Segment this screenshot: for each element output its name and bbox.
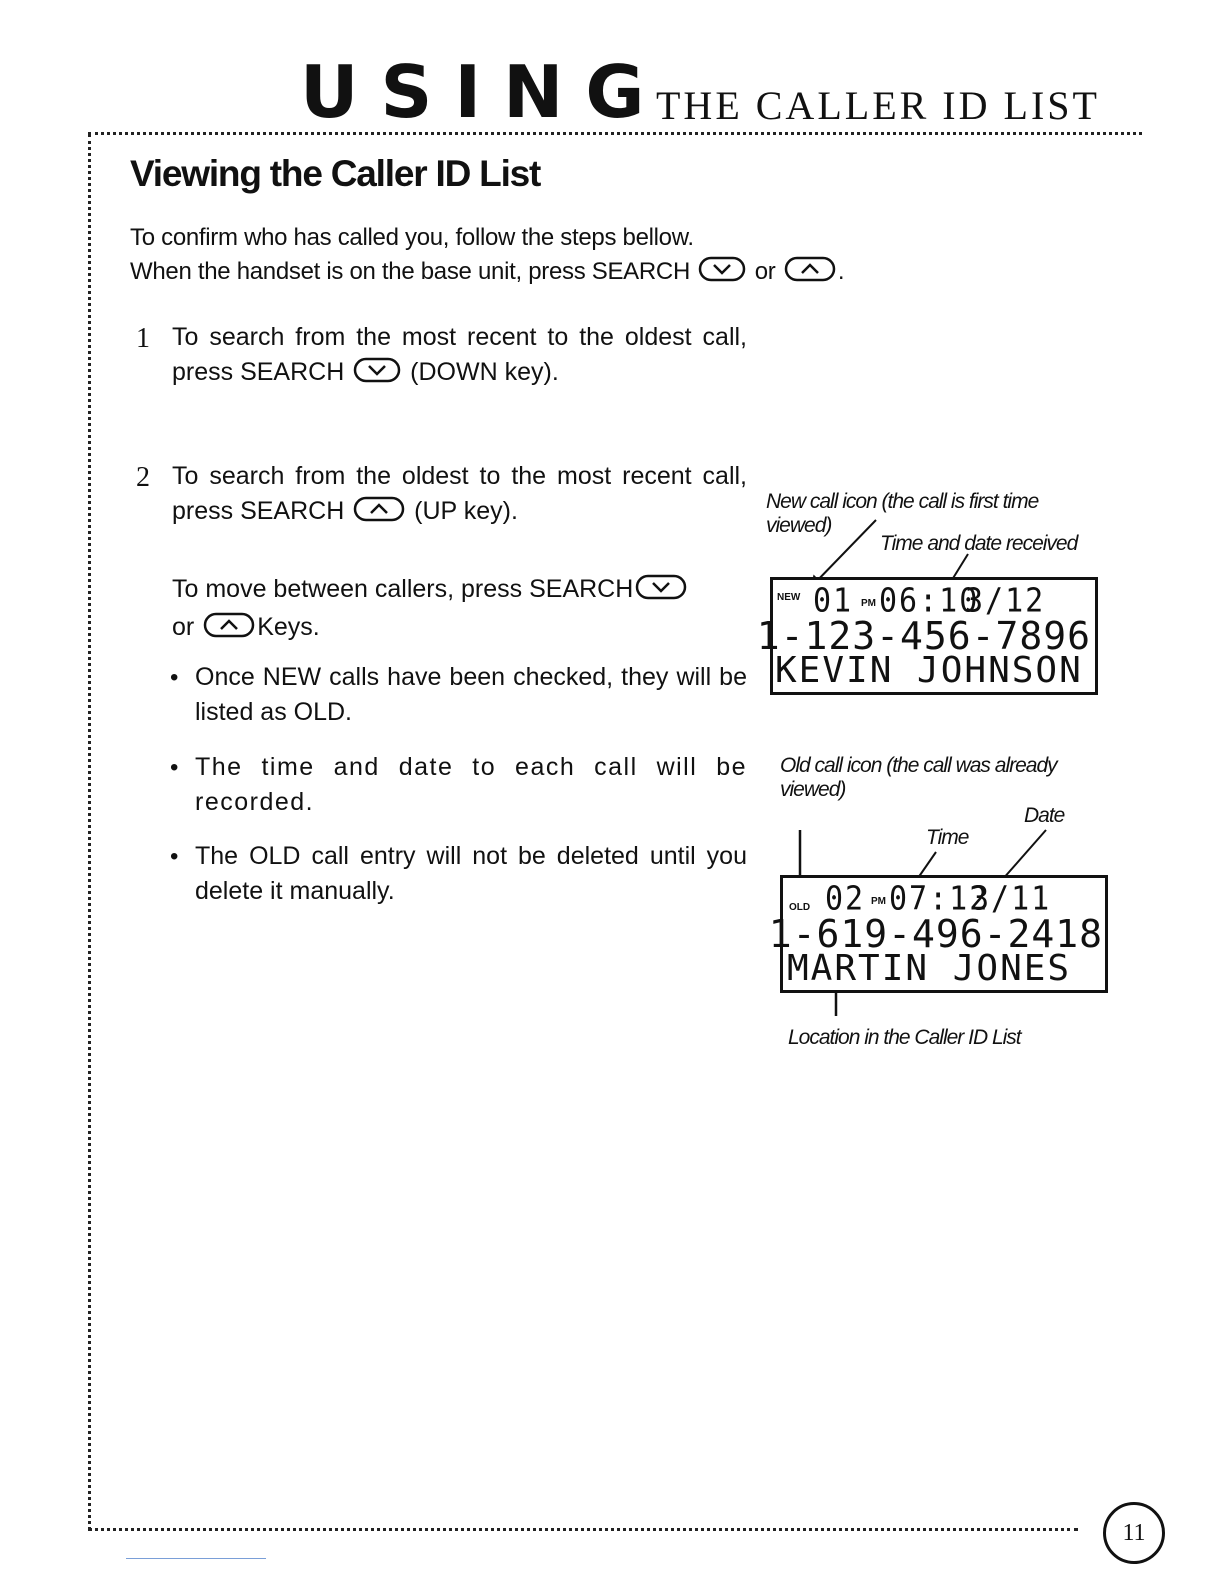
intro-line-2: [130, 256, 844, 291]
bottom-dotted-rule: [88, 1528, 1078, 1531]
move-text-suffix: Keys.: [257, 613, 320, 641]
old-call-icon: OLD: [789, 902, 811, 913]
old-call-name: MARTIN JONES: [787, 948, 1072, 989]
intro-line-2-text: When the handset is on the base unit, press SEARCH: [130, 258, 690, 285]
caption-old-call-icon-line-2: viewed): [780, 778, 846, 801]
old-call-index: 02: [825, 880, 866, 919]
bullet-time-date: The time and date to each call will be recorded.: [195, 753, 747, 816]
new-call-number: 1-123-456-7896: [756, 614, 1091, 658]
search-up-key-icon: [784, 256, 836, 291]
move-between-callers-text: [172, 572, 747, 648]
step-1-text-main: To search from the most recent to the oldest call, press SEARCH: [172, 323, 747, 386]
intro-period: .: [837, 258, 845, 285]
search-up-key-icon: [203, 612, 255, 648]
search-up-key-icon: [353, 496, 405, 532]
new-call-index: 01: [813, 582, 854, 621]
intro-or: or: [754, 258, 776, 285]
old-call-time: 07:12: [889, 880, 990, 919]
search-down-key-icon: [353, 357, 401, 393]
caption-date: Date: [1024, 804, 1065, 827]
bullet-dot: •: [170, 843, 179, 870]
page-number: 11: [1103, 1502, 1165, 1564]
bullet-old-entry: The OLD call entry will not be deleted until you delete it manually.: [195, 842, 747, 905]
old-call-lcd-display: [768, 875, 1108, 993]
search-down-key-icon: [635, 574, 687, 610]
caption-location-in-list: Location in the Caller ID List: [788, 1026, 1021, 1049]
caption-time: Time: [926, 826, 969, 849]
caption-new-call-icon-line-2: viewed): [766, 514, 832, 537]
step-2-text-suffix: (UP key).: [414, 497, 518, 525]
step-1-text-suffix: (DOWN key).: [410, 358, 559, 386]
new-call-date: 3/12: [965, 582, 1046, 621]
move-text-or: or: [172, 613, 195, 641]
step-2-number: 2: [136, 462, 150, 493]
move-text-main: To move between callers, press SEARCH: [172, 575, 634, 603]
new-call-lcd-display: [756, 577, 1098, 695]
bullet-dot: •: [170, 664, 179, 691]
caption-old-call-icon-line-1: Old call icon (the call was already: [780, 754, 1057, 777]
new-call-time: 06:10: [879, 582, 980, 621]
old-call-date: 3/11: [971, 880, 1052, 919]
section-title: Viewing the Caller ID List: [130, 153, 541, 194]
top-dotted-rule: [88, 132, 1142, 135]
footer-link-underline: [126, 1558, 266, 1559]
heading-caller-id-list: THE CALLER ID LIST: [656, 83, 1100, 128]
step-2-text: [172, 459, 747, 532]
new-call-icon: NEW: [777, 592, 801, 603]
heading-using: USING: [300, 50, 667, 134]
step-2-text-main: To search from the oldest to the most recent call, press SEARCH: [172, 462, 747, 525]
bullet-dot: •: [170, 754, 179, 781]
step-1-number: 1: [136, 323, 150, 354]
new-call-ampm: PM: [861, 598, 876, 609]
old-call-ampm: PM: [871, 896, 886, 907]
left-dotted-rule: [88, 134, 91, 1530]
caption-new-call-icon-line-1: New call icon (the call is first time: [766, 490, 1039, 513]
new-call-name: KEVIN JOHNSON: [775, 650, 1083, 691]
old-call-number: 1-619-496-2418: [768, 912, 1103, 956]
caption-time-date-received: Time and date received: [880, 532, 1078, 555]
intro-line-1: To confirm who has called you, follow the steps bellow.: [130, 224, 694, 251]
search-down-key-icon: [698, 256, 746, 291]
bullet-new-calls: Once NEW calls have been checked, they will be listed as OLD.: [195, 663, 747, 726]
step-1-text: [172, 320, 747, 393]
